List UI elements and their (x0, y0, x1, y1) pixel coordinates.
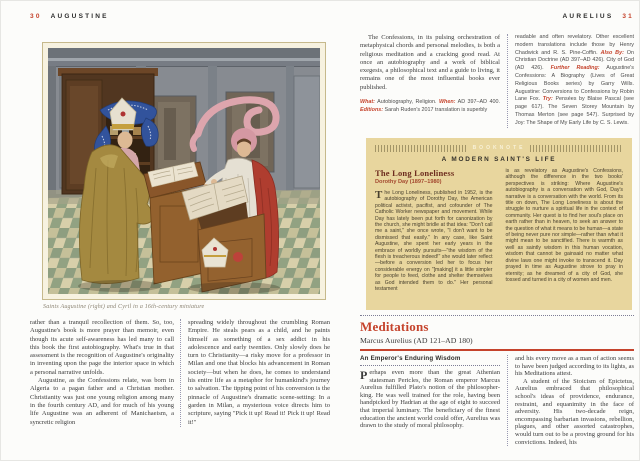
meditations-entry (360, 315, 634, 446)
banner-stripes-left (375, 145, 468, 152)
sidebar-feature-box (366, 138, 632, 310)
sidebar-banner (375, 144, 623, 152)
book-details-right (515, 34, 634, 128)
sidebar-paragraph: is as revelatory as Augustine's Confessions, although the difference in the two books' perspectives is striking: Where Augustine's autobiography is a conversation with God, Day's narrative is a conversation with the world. From its title on down, The Long Loneliness is about the struggle to nurture a spiritual life in the context of community. Her quest is to find her soul's place on earth rather than in heaven, to seek an answer to the question of what it means to be human—a state of being never pure nor simple—rather than what it might mean to be sanctified. There is warmth as well as saintly wisdom in this human vocation, wisdom that cannot be gainsaid no matter what divine laws one might invoke to transcend it. Day prayed in time as Augustine strove to pray in eternity; as he dreamed of a city of God, she tossed and turned in a city of women and men. (505, 168, 623, 283)
meta-text-segment: Autobiography, Religion. (374, 99, 439, 106)
left-page-column-1 (30, 319, 174, 427)
sidebar-book-title: The Long Loneliness (375, 168, 455, 178)
page-number-right: 31 (622, 13, 634, 20)
running-head-right (563, 13, 634, 20)
entry-byline: Marcus Aurelius (AD 121–AD 180) (360, 336, 473, 345)
sidebar-author-line: Dorothy Day (1897–1980) (375, 179, 442, 185)
left-page-text-columns (30, 319, 330, 427)
right-page-top-section (360, 34, 634, 128)
meta-label-try: Try: (542, 96, 553, 103)
meditations-column-2 (507, 355, 634, 446)
book-details-left (360, 99, 500, 115)
meta-label-further-reading: Further Reading: (550, 65, 600, 72)
meta-label-editions: Editions: (360, 106, 384, 113)
body-paragraph: A student of the Stoicism of Epictetus, Aurelius embraced that philosophical school's ideas of providence, endurance, restraint, and equanimity in the face of adversity. His two-decade reign, encompassing barbarian invasions, rebellion, plagues, and other assorted catastrophes, would turn out to be a proving ground for his convictions. Indeed, his (515, 377, 634, 446)
meta-text-segment: On Christian Doctrine (AD 397–AD 426). City of God (AD 426). (515, 49, 634, 72)
banner-label: BOOKNOTE (472, 145, 526, 151)
figure-caption: Saints Augustine (right) and Cyril in a 16th-century miniature (43, 304, 205, 310)
meta-text-segment: readable and often revelatory. Other excellent modern translations include those by Henry Chadwick and R. S. Pine-Coffin. (515, 34, 634, 56)
left-page-column-2 (180, 319, 330, 427)
sidebar-paragraph (375, 190, 493, 293)
body-paragraph: and his every move as a man of action seems to have been judged according to its lights, as his Meditations attest. (515, 355, 634, 378)
drop-cap: T (375, 189, 383, 201)
red-rule (360, 349, 634, 351)
meta-label-what: What: (360, 99, 375, 106)
intro-column (360, 34, 500, 128)
body-paragraph: spreading widely throughout the crumbling Roman Empire. He steals pears as a child, and he paints himself as something of a sex addict in his adolescence and early twenties. Only slowly does he turn to Christianity—a risky move for a professor in Milan and one that blocks his advancement in Roman society—but when he does, he comes to understand his entire life as a metaphor for humankind's journey to salvation. The tipping point of his conversion is the pinnacle of Augustine's dramatic scene-setting: In a garden in Milan, a mysterious voice directs him to scripture, saying "Pick it up! Read it! Pick it up! Read it!" (188, 319, 330, 426)
dotted-rule (360, 315, 634, 316)
meta-text-segment: Pensées by Blaise Pascal (see page 617). The Seven Storey Mountain by Thomas Merton (see page 547). Surprised by Joy: The Shape of My Early Life by C. S. Lewis. (515, 96, 634, 126)
entry-title: Meditations (360, 319, 429, 334)
body-paragraph: rather than a tranquil recollection of them. So, too, Augustine's book is more prayer than memoir, even though its acute self-awareness has led many to call this book the first autobiography. What's true in that assessment is the recognition of Augustine's originality in inventing upon the page the interior space in which a personal narrative unfolds. (30, 319, 174, 376)
meta-label-when: When: (438, 99, 456, 106)
section-heading: An Emperor's Enduring Wisdom (360, 355, 500, 366)
running-head-left (30, 13, 109, 20)
running-head-left-label: AUGUSTINE (50, 13, 109, 20)
banner-stripes-right (530, 145, 623, 152)
intro-paragraph: The Confessions, in its pulsing orchestration of metaphysical chords and personal melodies, is both a religious meditation and a cracking good read. At once an autobiography and a work of biblical exegesis, a philosophical text and a guide to living, it remains one of the most influential books ever published. (360, 34, 500, 91)
meta-text-segment: Augustine's Confessions: A Biography (Lives of Great Religious Books series) by Garry Wills. Augustine: Conversions to Confessions by Robin Lane Fox. (515, 65, 634, 103)
body-paragraph (360, 369, 500, 430)
figure-frame (42, 42, 326, 300)
body-paragraph: Augustine, as the Confessions relate, was born in Algeria to a pagan father and a Christian mother. Christianity was just one young religion among many in the fourth century AD, and for much of his young life Augustine was an adherent of Manichaeism, a syncretic religion (30, 377, 174, 426)
sidebar-column-1 (375, 168, 493, 293)
sidebar-columns (375, 168, 623, 293)
sidebar-text: he Long Loneliness, published in 1952, is the autobiography of Dorothy Day, the American political activist, pacifist, and cofounder of The Catholic Worker newspaper and movement. While Day has lately been put forth for canonization by the church, she might bridle at that idea: "Don't call me a saint," she once wrote, "I don't want to be dismissed that easily." In any case, like Saint Augustine, she spent her early years in the embrace of worldly pursuits—"the wisdom of the flesh is treacherous indeed!" she would later reflect—before a conversion led her to focus her considerable energy on "[making] it a little simpler for people to feed, clothe and shelter themselves as God intended them to do." Her personal testament (375, 190, 493, 293)
drop-cap: P (360, 368, 368, 382)
miniature-illustration (48, 48, 320, 294)
page-number-left: 30 (30, 13, 42, 20)
meta-text-segment: AD 397–AD 400. (455, 99, 500, 106)
running-head-right-label: AURELIUS (562, 13, 614, 20)
meditations-columns (360, 355, 634, 446)
meta-label-also-by: Also By: (600, 49, 624, 56)
sidebar-title: A MODERN SAINT'S LIFE (441, 156, 557, 163)
meta-text-segment: Sarah Ruden's 2017 translation is superbly (383, 106, 488, 113)
book-details-right-column (507, 34, 634, 128)
meditations-text: erhaps even more than the great Athenian statesman Pericles, the Roman emperor Marcus Aurelius fulfilled Plato's notion of the philosopher-king. He was well trained for the role, having been handpicked by Hadrian at the age of eight to succeed that imperial luminary. The beneficiary of the finest education the ancient world could offer, Aurelius was drawn to the study of moral philosophy. (360, 369, 500, 430)
meditations-column-1 (360, 355, 500, 446)
sidebar-column-2 (506, 168, 624, 293)
